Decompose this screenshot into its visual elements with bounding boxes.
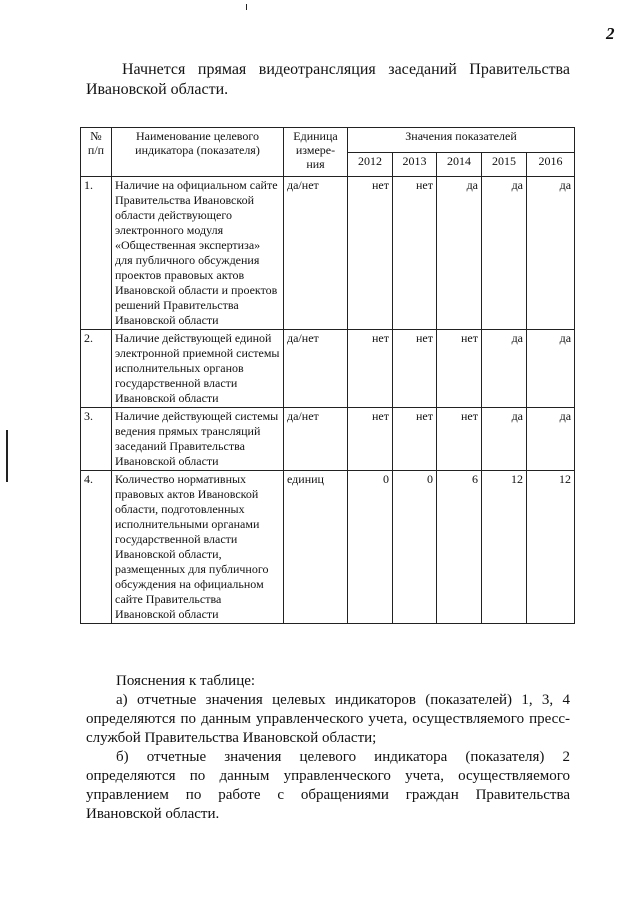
page-number: 2	[606, 24, 615, 43]
row-number: 1.	[81, 177, 112, 330]
header-year: 2013	[393, 152, 437, 177]
value-cell: нет	[437, 408, 482, 471]
value-cell: 12	[482, 471, 527, 624]
indicator-name: Количество нормативных правовых актов Ивановской области, подготовленных исполнительными органами государственной власти Ивановской области, размещенных для публичного обсуждения на официальном сайте Правительства Ивановской области	[112, 471, 284, 624]
value-cell: нет	[437, 330, 482, 408]
header-year: 2015	[482, 152, 527, 177]
value-cell: да	[437, 177, 482, 330]
header-year: 2016	[527, 152, 575, 177]
header-unit: Единица измере-ния	[284, 128, 348, 177]
intro-line-1: Начнется прямая видеотрансляция заседаний Правительства	[122, 61, 570, 78]
header-num: № п/п	[81, 128, 112, 177]
value-cell: 12	[527, 471, 575, 624]
intro-paragraph	[86, 60, 570, 100]
value-cell: да	[527, 408, 575, 471]
value-cell: да	[527, 330, 575, 408]
header-indicator-name: Наименование целевого индикатора (показателя)	[112, 128, 284, 177]
indicator-name: Наличие действующей системы ведения прямых трансляций заседаний Правительства Ивановской области	[112, 408, 284, 471]
value-cell: нет	[348, 408, 393, 471]
table-row	[81, 330, 575, 408]
scan-mark	[6, 430, 8, 482]
table-notes	[86, 672, 570, 824]
value-cell: да	[482, 408, 527, 471]
value-cell: нет	[348, 330, 393, 408]
value-cell: да	[482, 330, 527, 408]
header-year: 2012	[348, 152, 393, 177]
intro-line-2: Ивановской области.	[86, 81, 229, 98]
scan-mark	[246, 4, 247, 10]
value-cell: нет	[393, 177, 437, 330]
unit-cell: да/нет	[284, 330, 348, 408]
value-cell: да	[527, 177, 575, 330]
header-year: 2014	[437, 152, 482, 177]
value-cell: 6	[437, 471, 482, 624]
value-cell: нет	[393, 330, 437, 408]
header-row-1	[81, 128, 575, 153]
header-values-group: Значения показателей	[348, 128, 575, 153]
table-row	[81, 177, 575, 330]
row-number: 3.	[81, 408, 112, 471]
value-cell: 0	[348, 471, 393, 624]
note-b: б) отчетные значения целевого индикатора (показателя) 2 определяются по данным управленческого учета, осуществляемого управлением по работе с обращениями граждан Правительства Ивановской области.	[86, 749, 570, 822]
row-number: 4.	[81, 471, 112, 624]
row-number: 2.	[81, 330, 112, 408]
unit-cell: да/нет	[284, 408, 348, 471]
indicator-name: Наличие на официальном сайте Правительства Ивановской области действующего электронного модуля «Общественная экспертиза» для публичного обсуждения проектов правовых актов Ивановской области и проектов решений Правительства Ивановской области	[112, 177, 284, 330]
value-cell: нет	[348, 177, 393, 330]
unit-cell: единиц	[284, 471, 348, 624]
unit-cell: да/нет	[284, 177, 348, 330]
value-cell: нет	[393, 408, 437, 471]
table-row	[81, 471, 575, 624]
value-cell: да	[482, 177, 527, 330]
indicator-name: Наличие действующей единой электронной приемной системы исполнительных органов государственной власти Ивановской области	[112, 330, 284, 408]
table-row	[81, 408, 575, 471]
value-cell: 0	[393, 471, 437, 624]
note-a: а) отчетные значения целевых индикаторов (показателей) 1, 3, 4 определяются по данным управленческого учета, осуществляемого пресс-службой Правительства Ивановской области;	[86, 692, 570, 746]
indicators-table	[80, 127, 575, 624]
notes-title: Пояснения к таблице:	[116, 673, 256, 689]
